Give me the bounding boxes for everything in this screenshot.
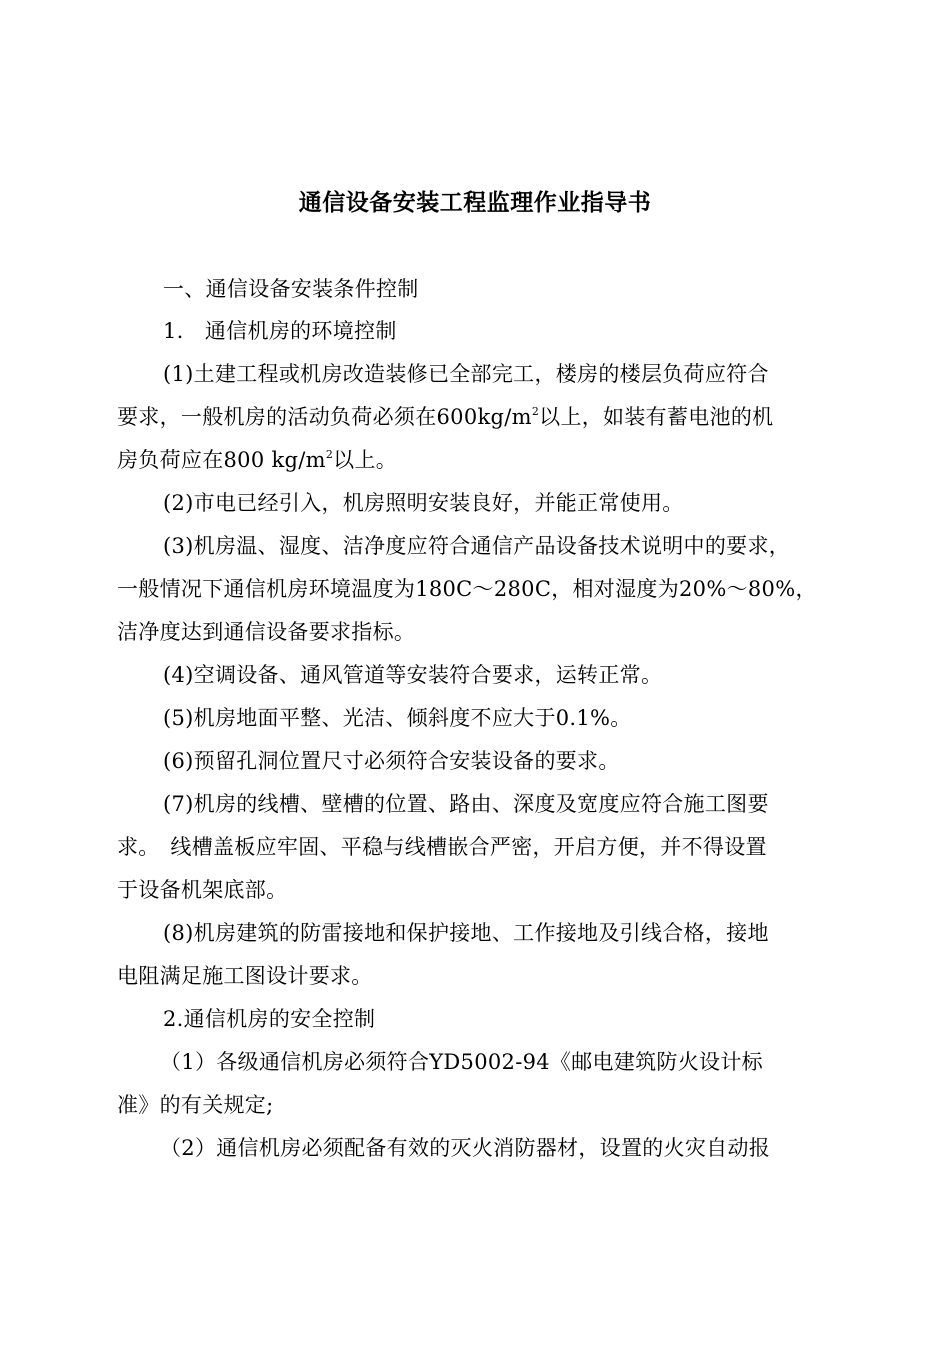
paragraph-line: 于设备机架底部。 [117, 878, 288, 902]
paragraph-line: 准》的有关规定; [117, 1093, 274, 1117]
paragraph-line: (1)土建工程或机房改造装修已全部完工，楼房的楼层负荷应符合 [163, 362, 769, 386]
paragraph-line: (5)机房地面平整、光洁、倾斜度不应大于0.1%。 [163, 706, 632, 730]
text-run: 要求，一般机房的活动负荷必须在600kg/m [117, 405, 532, 429]
paragraph-line [117, 402, 773, 432]
paragraph-line: (3)机房温、湿度、洁净度应符合通信产品设备技术说明中的要求， [163, 534, 791, 558]
text-run: 以上。 [333, 448, 398, 472]
paragraph-line: (8)机房建筑的防雷接地和保护接地、工作接地及引线合格，接地 [163, 921, 769, 945]
paragraph-line: 一般情况下通信机房环境温度为180C～280C，相对湿度为20%～80%， [117, 577, 817, 601]
paragraph-line: 洁净度达到通信设备要求指标。 [117, 620, 416, 644]
text-run: 以上，如装有蓄电池的机 [539, 405, 774, 429]
paragraph-line: (2)市电已经引入，机房照明安装良好，并能正常使用。 [163, 491, 684, 515]
paragraph-line: （2）通信机房必须配备有效的灭火消防器材，设置的火灾自动报 [160, 1136, 771, 1160]
paragraph-line: 求。 线槽盖板应牢固、平稳与线槽嵌合严密，开启方便，并不得设置 [117, 835, 767, 859]
paragraph-line: （1）各级通信机房必须符合YD5002-94《邮电建筑防火设计标 [160, 1050, 763, 1074]
text-run: 房负荷应在800 kg/m [117, 448, 326, 472]
paragraph-line: (4)空调设备、通风管道等安装符合要求，运转正常。 [163, 663, 663, 687]
paragraph-line [117, 445, 397, 475]
section-heading-1: 一、通信设备安装条件控制 [163, 277, 419, 301]
document-title: 通信设备安装工程监理作业指导书 [298, 190, 652, 216]
superscript: 2 [325, 448, 334, 461]
subsection-heading-2: 2.通信机房的安全控制 [163, 1007, 376, 1031]
superscript: 2 [531, 405, 540, 418]
paragraph-line: (7)机房的线槽、壁槽的位置、路由、深度及宽度应符合施工图要 [163, 792, 769, 816]
paragraph-line: 电阻满足施工图设计要求。 [117, 964, 373, 988]
paragraph-line: (6)预留孔洞位置尺寸必须符合安装设备的要求。 [163, 749, 620, 773]
subsection-heading-1: 1. 通信机房的环境控制 [163, 319, 397, 343]
